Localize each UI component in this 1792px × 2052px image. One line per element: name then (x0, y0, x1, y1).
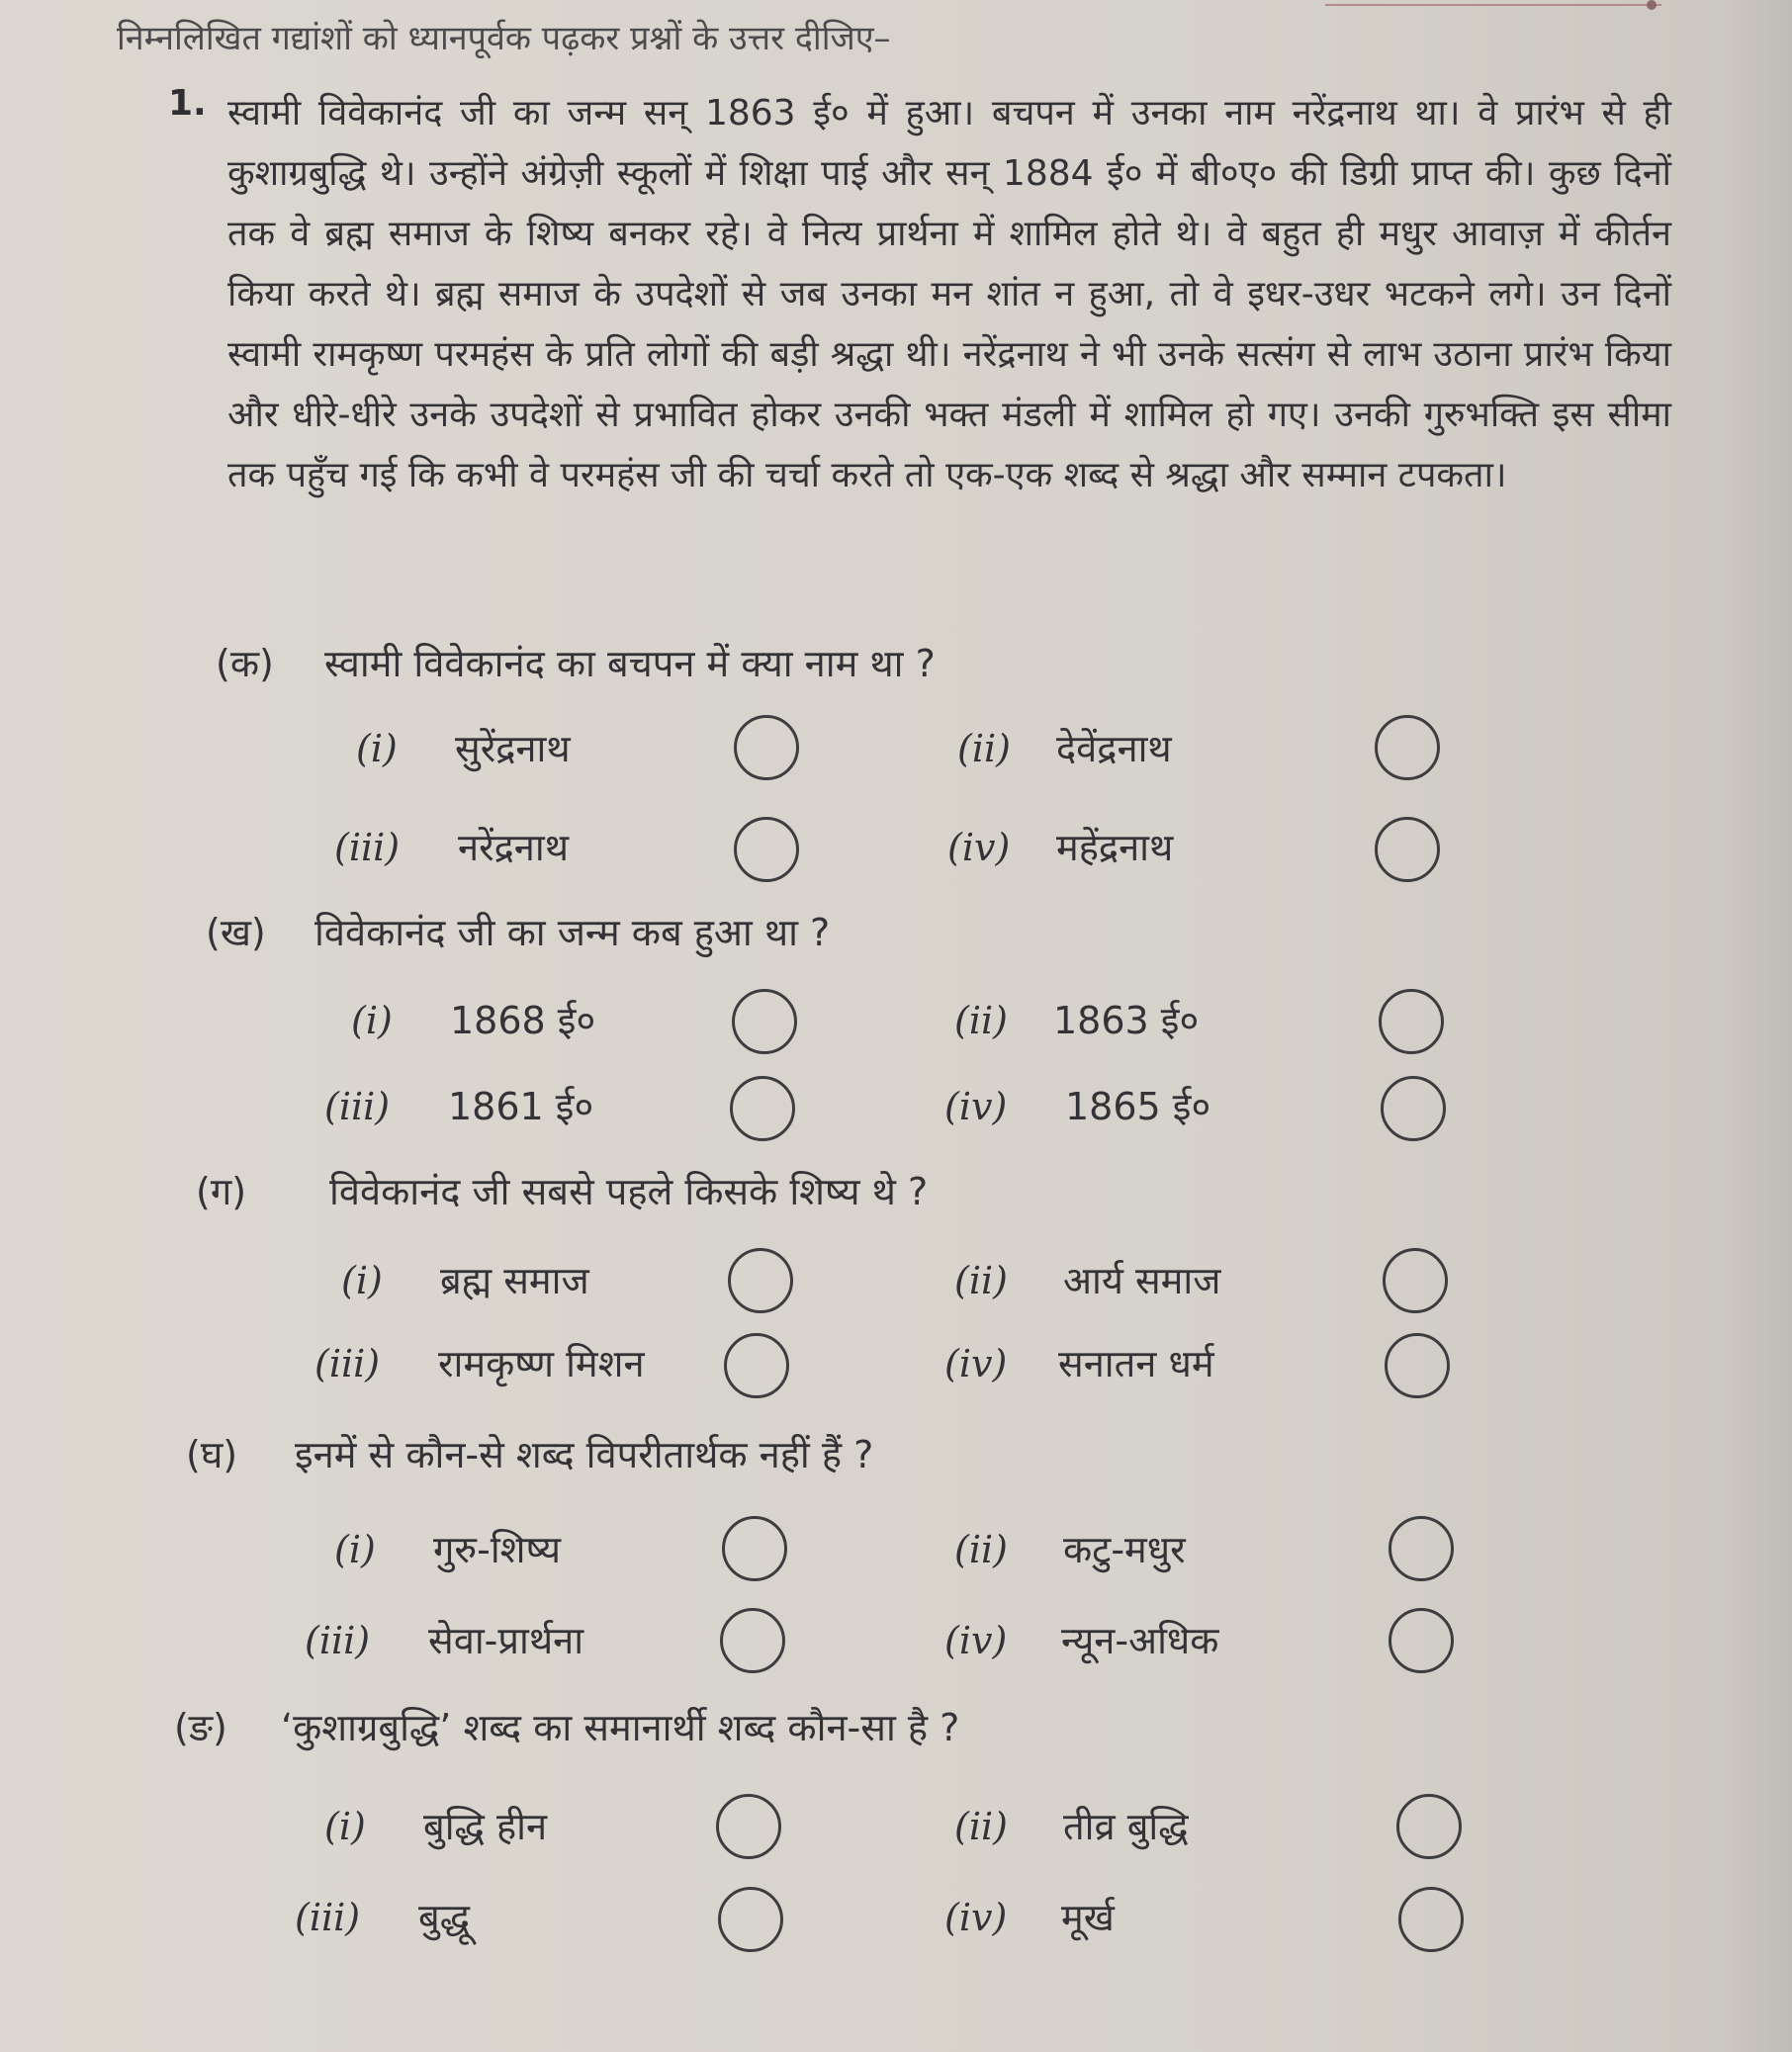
option-ga-ii (954, 1254, 1220, 1305)
option-gha-iii (305, 1614, 583, 1665)
answer-circle-gha-iii[interactable] (720, 1608, 785, 1673)
answer-circle-kha-iii[interactable] (730, 1076, 795, 1141)
question-label: (ङ) (174, 1706, 227, 1749)
option-text: मूर्ख (1061, 1896, 1115, 1939)
option-text: तीव्र बुद्धि (1063, 1805, 1189, 1848)
option-gha-i (334, 1523, 561, 1574)
option-nga-iv (944, 1891, 1115, 1942)
option-ka-i (356, 722, 571, 773)
option-ka-ii (957, 722, 1172, 773)
answer-circle-nga-i[interactable] (716, 1794, 781, 1859)
answer-circle-ka-iv[interactable] (1375, 817, 1440, 882)
option-nga-i (324, 1800, 547, 1851)
option-text: देवेंद्रनाथ (1056, 727, 1172, 770)
option-number: (iii) (295, 1896, 361, 1939)
option-nga-iii (295, 1891, 470, 1942)
option-gha-iv (944, 1614, 1218, 1665)
option-number: (iv) (944, 1342, 1008, 1385)
option-text: नरेंद्रनाथ (458, 826, 570, 869)
passage-text: स्वामी विवेकानंद जी का जन्म सन् 1863 ई० में हुआ। बचपन में उनका नाम नरेंद्रनाथ था। वे प्रारंभ से ही कुशाग्रबुद्धि थे। उन्होंने अंग्रेज़ी स्कूलों में शिक्षा पाई और सन् 1884 ई० में बी०ए० की डिग्री प्राप्त की। कुछ दिनों तक वे ब्रह्म समाज के शिष्य बनकर रहे। वे नित्य प्रार्थना में शामिल होते थे। वे बहुत ही मधुर आवाज़ में कीर्तन किया करते थे। ब्रह्म समाज के उपदेशों से जब उनका मन शांत न हुआ, तो वे इधर-उधर भटकने लगे। उन दिनों स्वामी रामकृष्ण परमहंस के प्रति लोगों की बड़ी श्रद्धा थी। नरेंद्रनाथ ने भी उनके सत्संग से लाभ उठाना प्रारंभ किया और धीरे-धीरे उनके उपदेशों से प्रभावित होकर उनकी भक्त मंडली में शामिल हो गए। उनकी गुरुभक्ति इस सीमा तक पहुँच गई कि कभी वे परमहंस जी की चर्चा करते तो एक-एक शब्द से श्रद्धा और सम्मान टपकता। (227, 93, 1672, 495)
option-text: कटु-मधुर (1063, 1528, 1186, 1571)
option-ka-iii (334, 821, 569, 872)
option-number: (ii) (954, 1805, 1008, 1848)
option-number: (iv) (944, 1896, 1008, 1939)
option-number: (iv) (944, 1619, 1008, 1662)
pen-mark-dot (1647, 0, 1657, 10)
answer-circle-nga-iv[interactable] (1398, 1887, 1464, 1952)
question-ka (216, 637, 936, 688)
option-number: (iii) (324, 1085, 391, 1128)
option-text: 1868 ई० (450, 999, 596, 1042)
question-kha (206, 906, 830, 957)
answer-circle-ka-ii[interactable] (1375, 715, 1440, 780)
answer-circle-ka-i[interactable] (734, 715, 799, 780)
option-number: (ii) (957, 727, 1011, 770)
option-number: (iv) (947, 826, 1011, 869)
option-text: 1863 ई० (1053, 999, 1200, 1042)
option-number: (ii) (954, 1528, 1008, 1571)
option-text: आर्य समाज (1063, 1259, 1221, 1302)
option-number: (iii) (305, 1619, 371, 1662)
option-ga-i (341, 1254, 589, 1305)
answer-circle-ga-i[interactable] (728, 1248, 793, 1313)
question-label: (ख) (206, 911, 266, 954)
option-number: (i) (324, 1805, 366, 1848)
option-ga-iv (944, 1337, 1214, 1388)
answer-circle-gha-ii[interactable] (1389, 1516, 1454, 1581)
question-text: ‘कुशाग्रबुद्धि’ शब्द का समानार्थी शब्द कौन-सा है ? (281, 1706, 960, 1749)
option-number: (i) (334, 1528, 376, 1571)
answer-circle-nga-iii[interactable] (718, 1887, 783, 1952)
option-number: (i) (351, 999, 393, 1042)
option-text: सेवा-प्रार्थना (428, 1619, 584, 1662)
option-text: 1861 ई० (448, 1085, 594, 1128)
option-text: बुद्धि हीन (423, 1805, 548, 1848)
pen-mark-line (1325, 4, 1661, 6)
question-text: इनमें से कौन-से शब्द विपरीतार्थक नहीं हैं ? (295, 1433, 874, 1476)
answer-circle-ka-iii[interactable] (734, 817, 799, 882)
instruction-heading: निम्नलिखित गद्यांशों को ध्यानपूर्वक पढ़कर प्रश्नों के उत्तर दीजिए– (117, 19, 891, 58)
option-number: (ii) (954, 999, 1008, 1042)
page-edge-shadow (1723, 0, 1792, 2052)
option-kha-iv (944, 1080, 1210, 1131)
question-text: विवेकानंद जी का जन्म कब हुआ था ? (314, 911, 831, 954)
option-kha-iii (324, 1080, 593, 1131)
option-text: ब्रह्म समाज (440, 1259, 589, 1302)
question-gha (186, 1428, 873, 1479)
option-text: न्यून-अधिक (1061, 1619, 1219, 1662)
question-ga (196, 1165, 928, 1216)
option-ka-iv (947, 821, 1173, 872)
question-text: स्वामी विवेकानंद का बचपन में क्या नाम था ? (324, 642, 936, 685)
question-text: विवेकानंद जी सबसे पहले किसके शिष्य थे ? (329, 1170, 929, 1213)
answer-circle-gha-i[interactable] (722, 1516, 787, 1581)
option-text: सुरेंद्रनाथ (455, 727, 571, 770)
option-text: रामकृष्ण मिशन (438, 1342, 645, 1385)
question-nga (174, 1701, 959, 1752)
option-kha-i (351, 994, 595, 1045)
answer-circle-nga-ii[interactable] (1396, 1794, 1462, 1859)
option-kha-ii (954, 994, 1199, 1045)
answer-circle-kha-iv[interactable] (1381, 1076, 1446, 1141)
option-number: (i) (356, 727, 398, 770)
passage-number: 1. (168, 83, 207, 124)
option-text: गुरु-शिष्य (433, 1528, 562, 1571)
answer-circle-ga-iii[interactable] (724, 1333, 789, 1398)
question-label: (क) (216, 642, 274, 685)
option-number: (iv) (944, 1085, 1008, 1128)
question-label: (ग) (196, 1170, 247, 1213)
option-number: (ii) (954, 1259, 1008, 1302)
answer-circle-ga-ii[interactable] (1383, 1248, 1448, 1313)
option-number: (iii) (314, 1342, 381, 1385)
option-ga-iii (314, 1337, 645, 1388)
option-number: (i) (341, 1259, 383, 1302)
question-label: (घ) (186, 1433, 238, 1476)
option-text: 1865 ई० (1065, 1085, 1211, 1128)
answer-circle-ga-iv[interactable] (1385, 1333, 1450, 1398)
option-nga-ii (954, 1800, 1189, 1851)
option-text: बुद्धू (418, 1896, 471, 1939)
option-gha-ii (954, 1523, 1186, 1574)
option-text: महेंद्रनाथ (1056, 826, 1174, 869)
option-text: सनातन धर्म (1058, 1342, 1214, 1385)
answer-circle-gha-iv[interactable] (1389, 1608, 1454, 1673)
answer-circle-kha-i[interactable] (732, 989, 797, 1054)
option-number: (iii) (334, 826, 401, 869)
answer-circle-kha-ii[interactable] (1379, 989, 1444, 1054)
